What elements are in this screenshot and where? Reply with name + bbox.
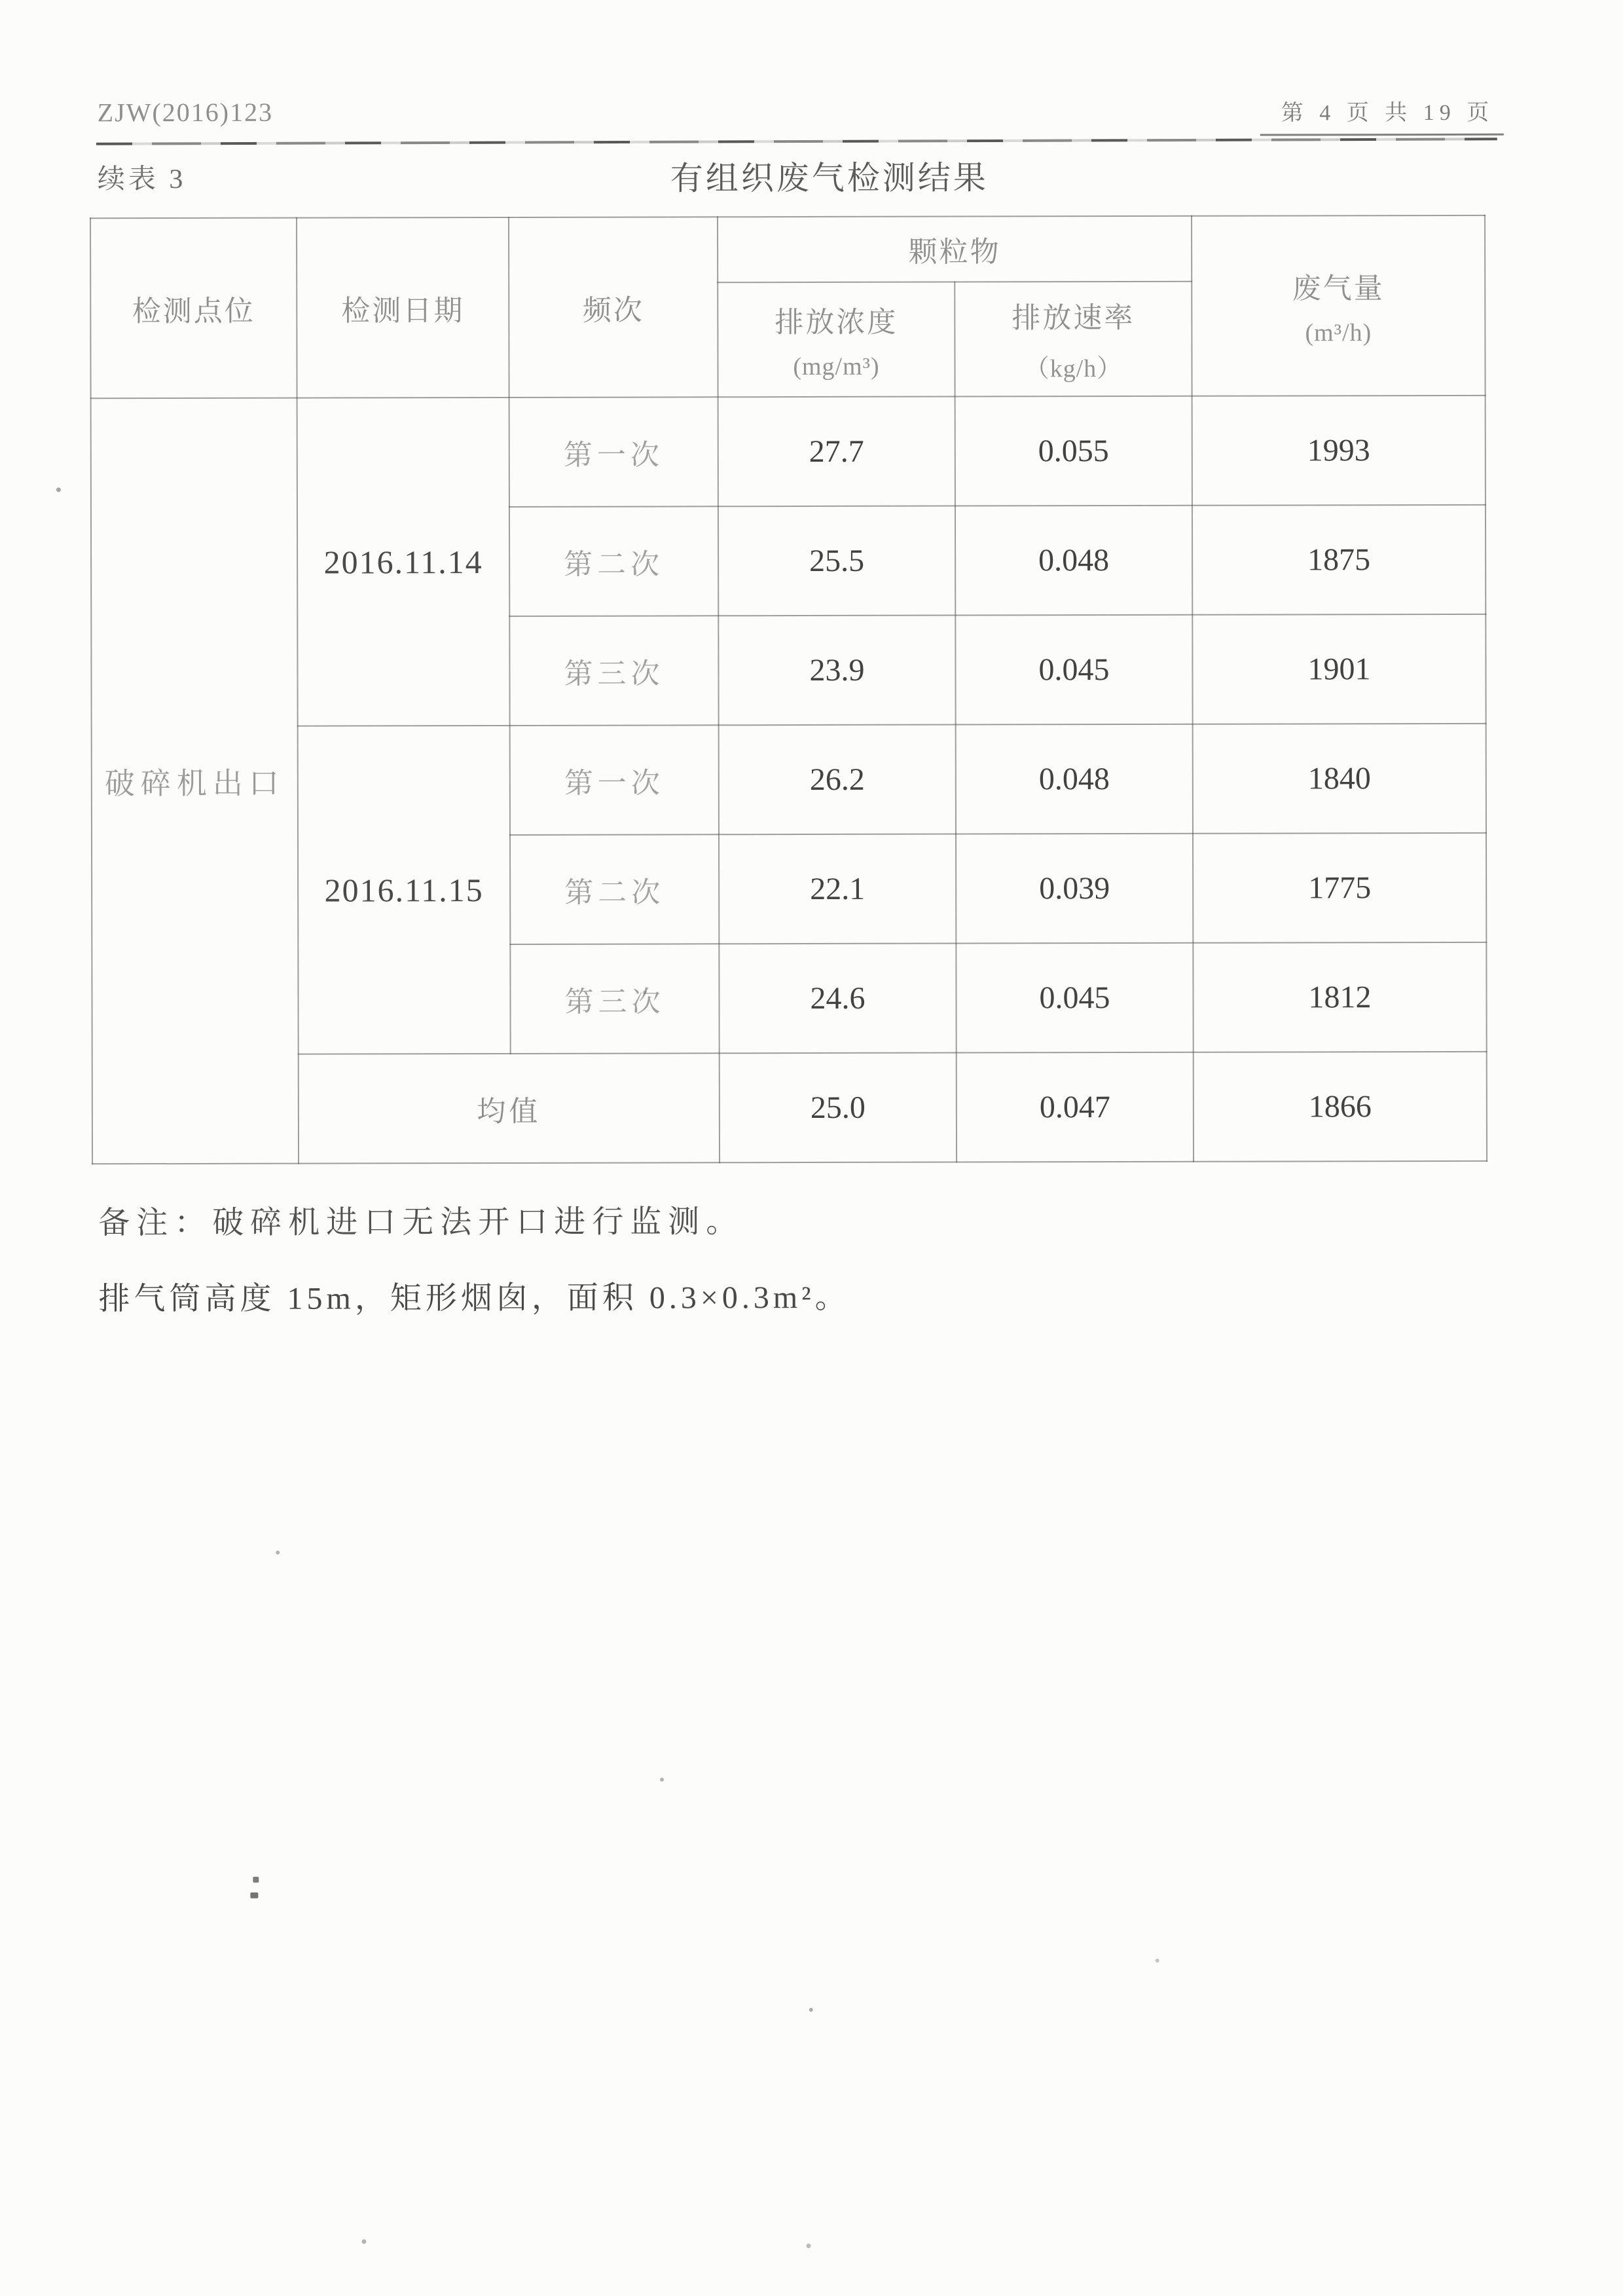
cell-concentration: 24.6 [719, 944, 956, 1054]
cell-rate: 0.045 [955, 615, 1192, 725]
cell-rate: 0.048 [956, 724, 1193, 834]
scan-speck [642, 991, 646, 995]
volume-label: 废气量 [1292, 272, 1385, 305]
cell-rate: 0.039 [956, 834, 1193, 944]
cell-average-volume: 1866 [1194, 1052, 1487, 1162]
document-code: ZJW(2016)123 [97, 97, 274, 128]
cell-volume: 1775 [1193, 833, 1486, 943]
cell-average-rate: 0.047 [957, 1052, 1194, 1162]
cell-frequency: 第二次 [510, 834, 719, 944]
col-header-point [90, 218, 297, 399]
col-header-concentration [718, 282, 955, 398]
cell-date-1114: 2016.11.14 [297, 398, 510, 726]
cell-concentration: 22.1 [719, 834, 956, 944]
page-number-indicator: 第 4 页 共 19 页 [1281, 100, 1495, 126]
scan-speck [250, 1893, 258, 1898]
particulate-group-label: 颗粒物 [908, 236, 1001, 268]
page-number-underline [1260, 134, 1504, 136]
table-row [92, 724, 1486, 836]
cell-frequency: 第一次 [509, 397, 718, 507]
scan-speck [276, 1551, 280, 1555]
scan-speck [1156, 1959, 1159, 1963]
continued-table-label: 续表 3 [97, 164, 187, 195]
cell-volume: 1812 [1193, 942, 1486, 1052]
rate-label: 排放速率 [1012, 301, 1135, 335]
scan-speck [807, 2244, 811, 2248]
cell-frequency: 第三次 [510, 944, 719, 1054]
table-header [90, 215, 1486, 398]
cell-concentration: 26.2 [719, 725, 956, 835]
cell-concentration: 25.5 [718, 506, 955, 616]
cell-frequency: 第一次 [510, 725, 719, 835]
page-title: 有组织废气检测结果 [670, 159, 989, 197]
col-header-frequency-label: 频次 [582, 294, 644, 327]
scan-speck [361, 2239, 366, 2244]
average-row [92, 1052, 1487, 1164]
concentration-label: 排放浓度 [775, 306, 898, 339]
cell-concentration: 27.7 [718, 397, 955, 507]
cell-rate: 0.048 [955, 506, 1192, 616]
rate-unit: （kg/h） [1024, 355, 1123, 383]
concentration-unit: (mg/m³) [793, 352, 880, 380]
cell-volume: 1875 [1192, 505, 1486, 615]
cell-volume: 1840 [1193, 724, 1486, 834]
monitoring-results-table [90, 215, 1487, 1164]
cell-frequency: 第二次 [509, 506, 718, 616]
volume-unit: (m³/h) [1305, 318, 1372, 346]
cell-monitoring-point: 破碎机出口 [91, 398, 299, 1164]
scan-speck [660, 1777, 664, 1781]
col-header-particulate-group [718, 216, 1192, 283]
cell-rate: 0.045 [956, 943, 1193, 1053]
col-header-point-label: 检测点位 [132, 295, 255, 327]
cell-volume: 1901 [1192, 614, 1486, 724]
scan-speck [253, 1877, 259, 1883]
cell-average-concentration: 25.0 [720, 1053, 957, 1163]
cell-volume: 1993 [1192, 396, 1486, 506]
table-row [91, 396, 1486, 508]
col-header-date [297, 217, 509, 398]
cell-date-1115: 2016.11.15 [298, 726, 511, 1054]
col-header-date-label: 检测日期 [341, 294, 465, 327]
scan-speck [56, 487, 61, 492]
col-header-frequency [509, 217, 718, 398]
cell-concentration: 23.9 [718, 616, 955, 726]
cell-frequency: 第三次 [509, 616, 718, 726]
cell-rate: 0.055 [955, 396, 1192, 506]
scan-speck [809, 2008, 813, 2012]
header-rule [96, 138, 1497, 145]
remark-note: 备注：破碎机进口无法开口进行监测。 [98, 1204, 744, 1241]
cell-average-label: 均值 [299, 1053, 720, 1163]
table-body [91, 396, 1487, 1164]
stack-info-note: 排气筒高度 15m，矩形烟囱，面积 0.3×0.3m²。 [98, 1280, 850, 1317]
col-header-volume [1192, 215, 1486, 396]
col-header-rate [955, 282, 1192, 397]
